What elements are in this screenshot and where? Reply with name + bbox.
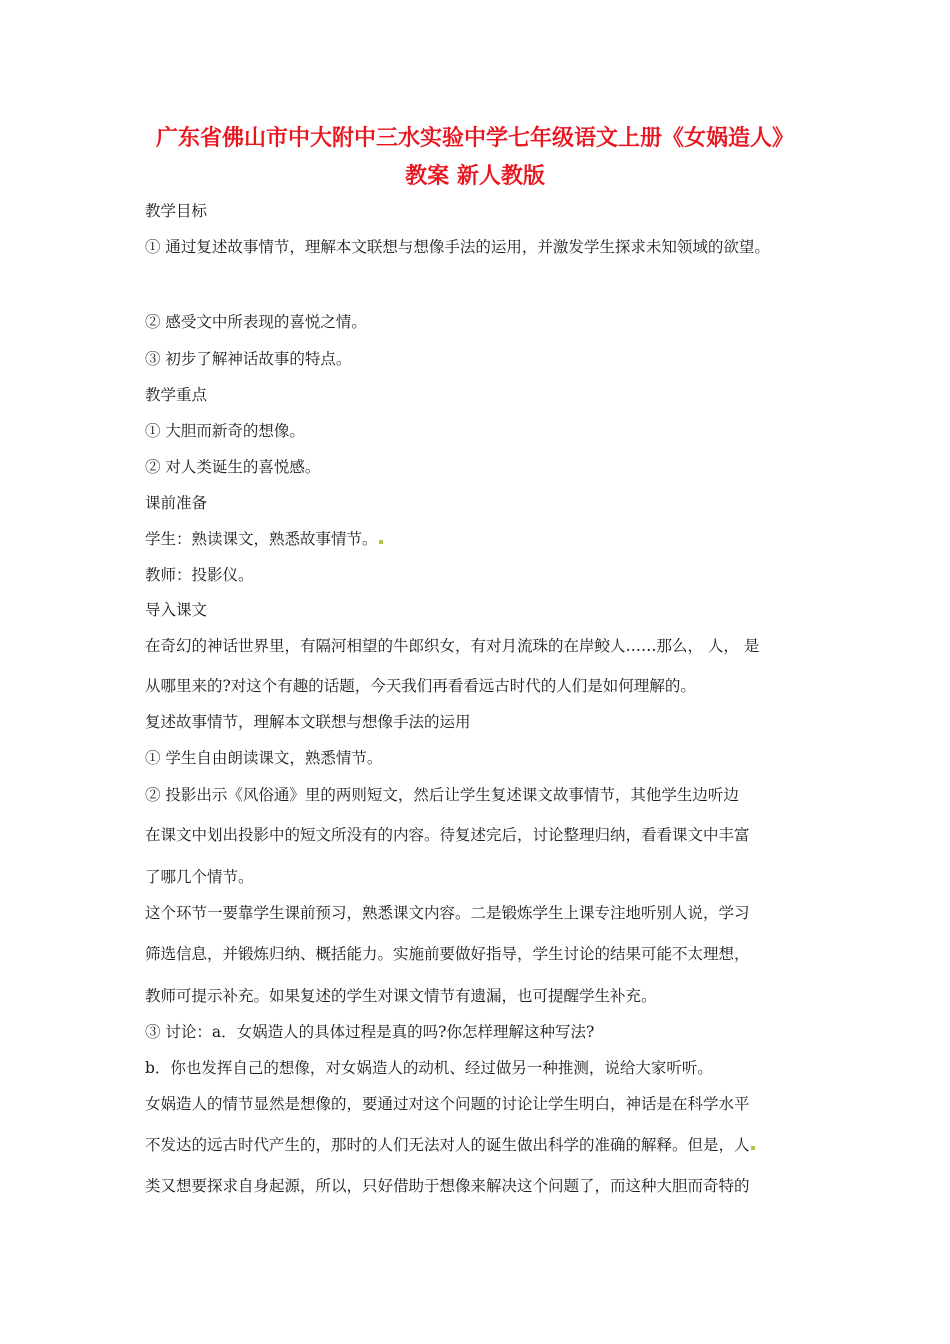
section-heading-objectives: 教学目标 — [145, 202, 208, 220]
paragraph-line: ① 大胆而新奇的想像。 — [145, 422, 305, 440]
paragraph-line: ③ 初步了解神话故事的特点。 — [145, 350, 352, 368]
paragraph-line: 不发达的远古时代产生的，那时的人们无法对人的诞生做出科学的准确的解释。但是，人 — [145, 1134, 755, 1156]
paragraph-line: 女娲造人的情节显然是想像的，要通过对这个问题的讨论让学生明白，神话是在科学水平 — [145, 1095, 750, 1113]
paragraph-line: 了哪几个情节。 — [145, 868, 254, 886]
paragraph-line: ② 对人类诞生的喜悦感。 — [145, 458, 321, 476]
paragraph-line: 学生：熟读课文，熟悉故事情节。 — [145, 528, 383, 550]
paragraph-line: ① 通过复述故事情节，理解本文联想与想像手法的运用，并激发学生探求未知领域的欲望。 — [145, 238, 770, 256]
section-heading-key-points: 教学重点 — [145, 386, 208, 404]
paragraph-line: 教师：投影仪。 — [145, 566, 254, 584]
section-heading-preparation: 课前准备 — [145, 494, 208, 512]
paragraph-line: 这个环节一要靠学生课前预习，熟悉课文内容。二是锻炼学生上课专注地听别人说，学习 — [145, 904, 750, 922]
paragraph-line: 教师可提示补充。如果复述的学生对课文情节有遗漏，也可提醒学生补充。 — [145, 987, 657, 1005]
section-heading-introduction: 导入课文 — [145, 601, 208, 619]
paragraph-line: ① 学生自由朗读课文，熟悉情节。 — [145, 749, 383, 767]
paragraph-line: ② 投影出示《风俗通》里的两则短文，然后让学生复述课文故事情节，其他学生边听边 — [145, 786, 739, 804]
paragraph-line: 筛选信息，并锻炼归纳、概括能力。实施前要做好指导，学生讨论的结果可能不太理想， — [145, 945, 750, 963]
paragraph-line: 在课文中划出投影中的短文所没有的内容。待复述完后，讨论整理归纳，看看课文中丰富 — [145, 826, 750, 844]
section-heading-retelling: 复述故事情节，理解本文联想与想像手法的运用 — [145, 713, 471, 731]
paragraph-line: 从哪里来的?对这个有趣的话题，今天我们再看看远古时代的人们是如何理解的。 — [145, 677, 696, 695]
paragraph-line: ② 感受文中所表现的喜悦之情。 — [145, 313, 367, 331]
document-title-line-2: 教案 新人教版 — [405, 164, 545, 189]
paragraph-line: 在奇幻的神话世界里，有隔河相望的牛郎织女，有对月流珠的在岸鲛人……那么， 人， 是 — [145, 637, 760, 655]
document-title-line-1: 广东省佛山市中大附中三水实验中学七年级语文上册《女娲造人》 — [155, 126, 794, 151]
paragraph-line: ③ 讨论：a．女娲造人的具体过程是真的吗?你怎样理解这种写法? — [145, 1023, 595, 1041]
speck-mark — [379, 540, 383, 544]
speck-mark — [751, 1146, 755, 1150]
paragraph-line: 类又想要探求自身起源，所以，只好借助于想像来解决这个问题了，而这种大胆而奇特的 — [145, 1177, 750, 1195]
paragraph-line: b．你也发挥自己的想像，对女娲造人的动机、经过做另一种推测，说给大家听听。 — [145, 1059, 713, 1077]
